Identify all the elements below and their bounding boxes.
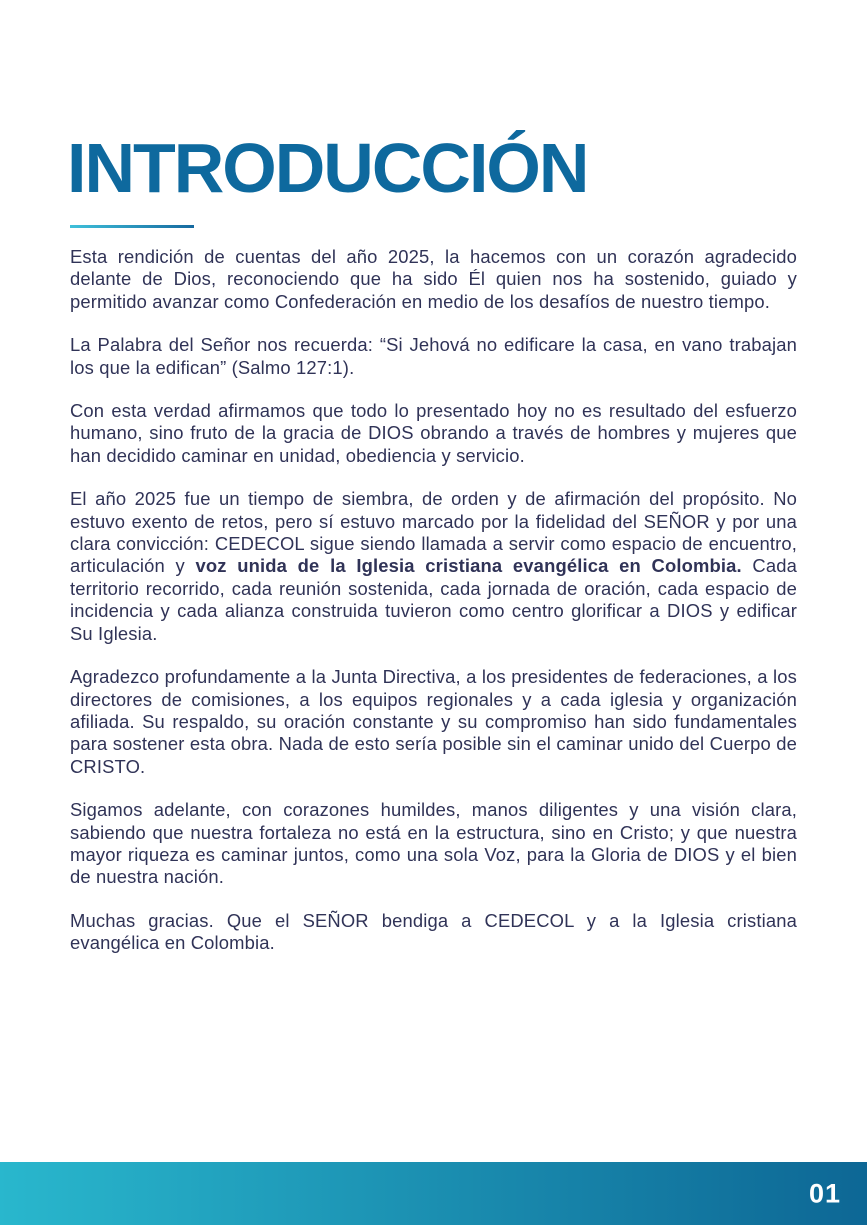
paragraph-7: Muchas gracias. Que el SEÑOR bendiga a CEDECOL y a la Iglesia cristiana evangélica en Colombia.	[70, 909, 797, 954]
page-number: 01	[808, 1178, 841, 1208]
title-underline	[70, 225, 194, 228]
paragraph-3: Con esta verdad afirmamos que todo lo presentado hoy no es resultado del esfuerzo humano, sino fruto de la gracia de DIOS obrando a través de hombres y mujeres que han decidido caminar en unidad, obediencia y servicio.	[70, 400, 797, 466]
paragraph-4	[70, 488, 797, 645]
paragraph-5: Agradezco profundamente a la Junta Directiva, a los presidentes de federaciones, a los directores de comisiones, a los equipos regionales y a cada iglesia y organización afiliada. Su respaldo, su oración constante y su compromiso han sido fundamentales para sostener esta obra. Nada de esto sería posible sin el caminar unido del Cuerpo de CRISTO.	[70, 666, 797, 777]
paragraph-1: Esta rendición de cuentas del año 2025, la hacemos con un corazón agradecido delante de Dios, reconociendo que ha sido Él quien nos ha sostenido, guiado y permitido avanzar como Confederación en medio de los desafíos de nuestro tiempo.	[70, 246, 797, 312]
paragraph-2: La Palabra del Señor nos recuerda: “Si Jehová no edificare la casa, en vano trabajan los que la edifican” (Salmo 127:1).	[70, 334, 797, 378]
paragraph-4-bold-text: voz unida de la Iglesia cristiana evangélica en Colombia.	[195, 555, 742, 577]
paragraph-4-text-after: Cada territorio recorrido, cada reunión sostenida, cada jornada de oración, cada espacio de incidencia y cada alianza construida tuvieron como centro glorificar a DIOS y edificar Su Iglesia.	[70, 555, 797, 644]
paragraph-6: Sigamos adelante, con corazones humildes, manos diligentes y una visión clara, sabiendo que nuestra fortaleza no está en la estructura, sino en Cristo; y que nuestra mayor riqueza es caminar juntos, como una sola Voz, para la Gloria de DIOS y el bien de nuestra nación.	[70, 799, 797, 888]
body-text	[70, 246, 797, 976]
footer-gradient-bar	[0, 1162, 867, 1225]
paragraph-4-text: El año 2025 fue un tiempo de siembra, de orden y de afirmación del propósito. No estuvo exento de retos, pero sí estuvo marcado por la fidelidad del SEÑOR y por una clara convicción: CEDECOL sigue siendo llamada a servir como espacio de encuentro, articulación y	[70, 488, 797, 577]
page-title: INTRODUCCIÓN	[67, 129, 588, 207]
